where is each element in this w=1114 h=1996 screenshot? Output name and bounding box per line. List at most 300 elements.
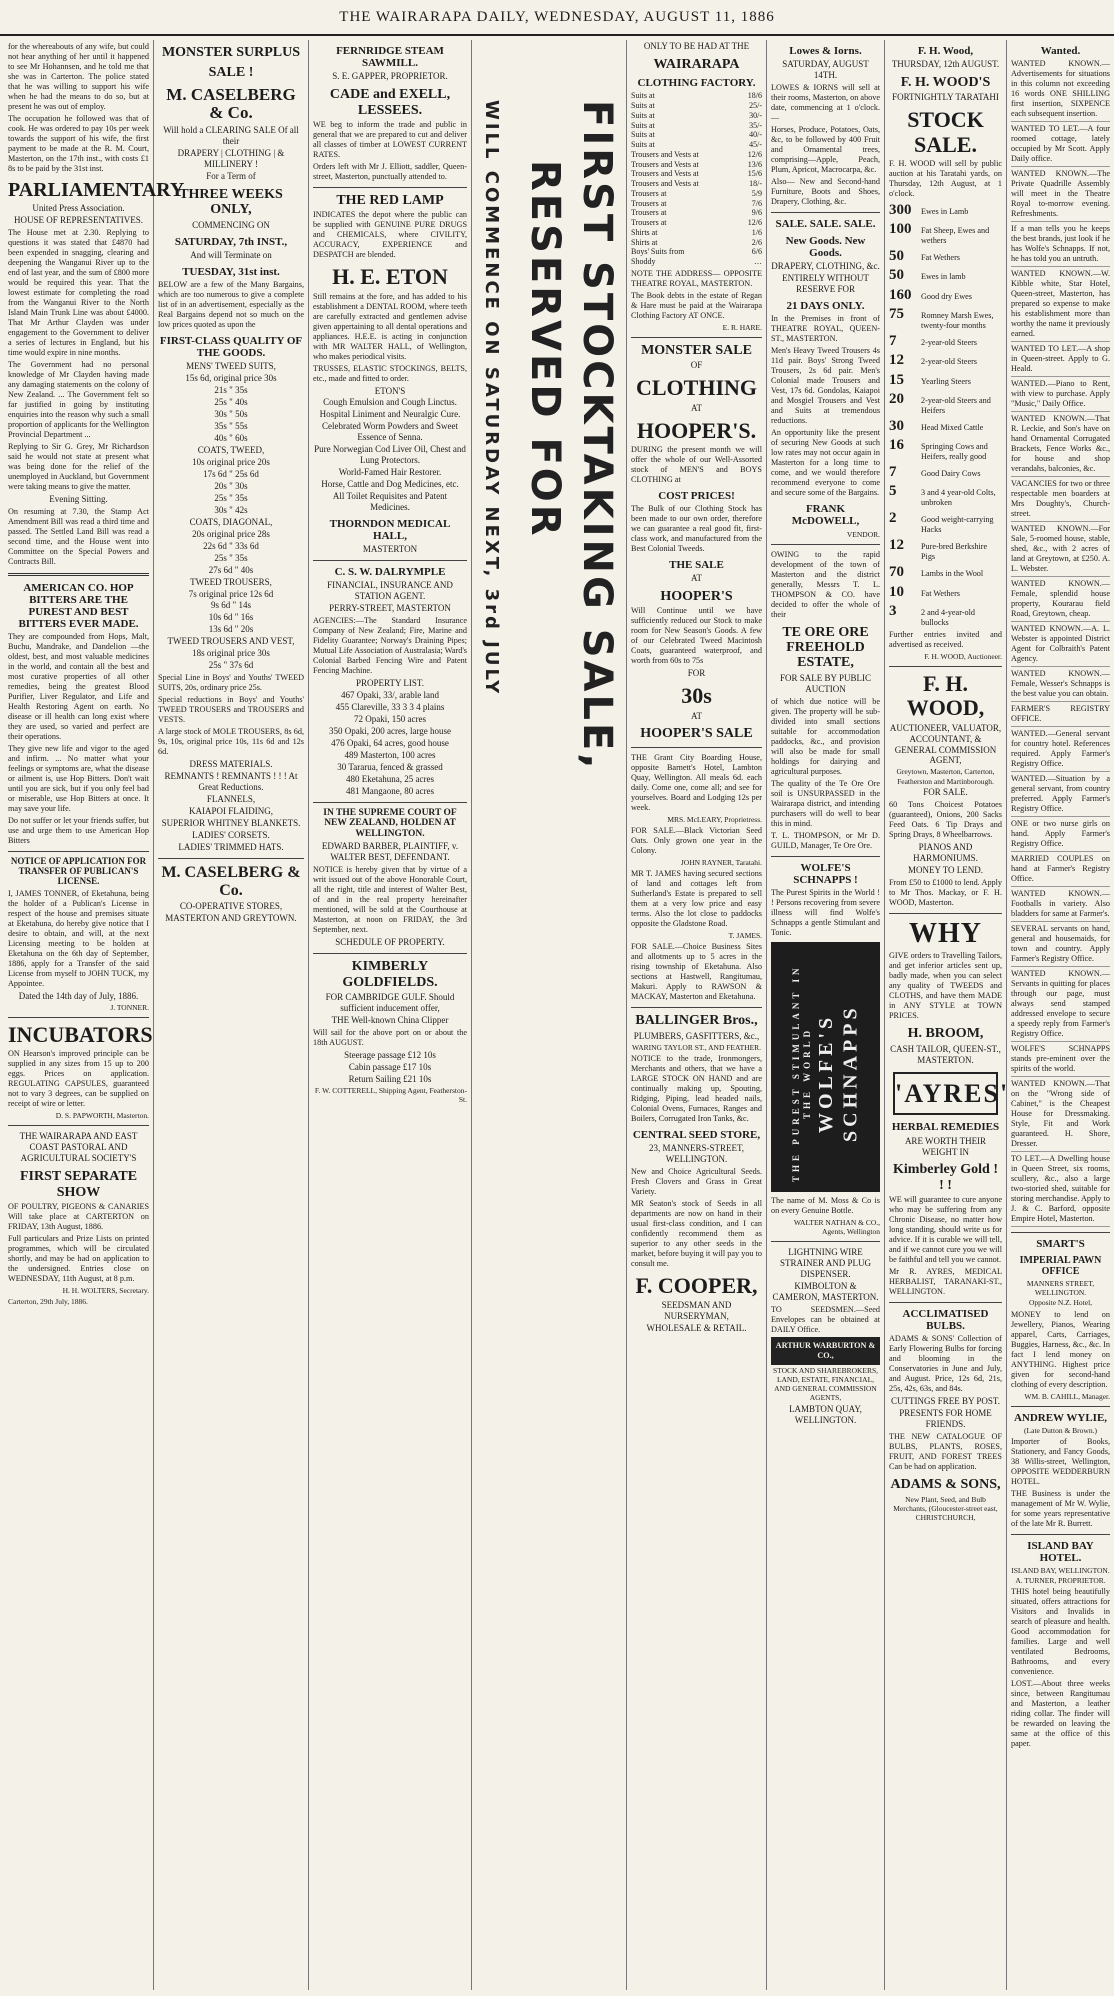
sale-heading: SALE ! bbox=[208, 65, 254, 81]
new-goods: New Goods. New Goods. bbox=[785, 235, 866, 260]
price-row bbox=[631, 91, 762, 101]
stock-lot bbox=[889, 509, 1002, 535]
list-item: 455 Clareville, 33 3 3 4 plains bbox=[335, 702, 445, 713]
divider bbox=[771, 544, 880, 545]
price-value: 45/- bbox=[749, 140, 762, 150]
special-line: Special Line in Boys' and Youths' TWEED SUITS, 20s, ordinary price 25s. bbox=[158, 673, 304, 693]
classified-ad: WANTED KNOWN.—Female, splendid house property, Kourarau field Road, Greytown, cheap. bbox=[1011, 579, 1110, 622]
terminate: And will Terminate on bbox=[190, 249, 272, 260]
license-notice-heading: NOTICE OF APPLICATION FOR TRANSFER OF PUBLICAN'S LICENSE. bbox=[10, 856, 147, 887]
wolfe-heading: WOLFE'S SCHNAPPS ! bbox=[793, 861, 858, 886]
price-value: 12/6 bbox=[747, 218, 762, 228]
grant-sign: MRS. McLEARY, Proprietress. bbox=[667, 814, 762, 824]
seedsmen: TO SEEDSMEN.—Seed Envelopes can be obtained at DAILY Office. bbox=[771, 1305, 880, 1335]
fhw-forsale: FOR SALE. bbox=[923, 786, 968, 797]
classified-ad: WANTED KNOWN.—A. L. Webster is appointed District Agent for Colbraith's Patent Agency. bbox=[1011, 624, 1110, 667]
classified-ad: WANTED KNOWN.—Advertisements for situations in this column not exceeding 16 words ONE SHILLING first insertion, SIXPENCE each subsequent insertion. bbox=[1011, 59, 1110, 122]
list-item: Steerage passage £12 10s bbox=[344, 1049, 436, 1060]
stock-lot bbox=[889, 286, 1002, 304]
vertical-line-1: WILL COMMENCE ON SATURDAY NEXT, 3rd JULY bbox=[480, 100, 502, 697]
classified-ad: WANTED KNOWN.—For Sale, 5-roomed house, stable, shed, &c., with 2 acres of land at Greytown, at £250. A. L. Webster. bbox=[1011, 524, 1110, 577]
divider bbox=[313, 187, 467, 188]
hoopers-continue: Will Continue until we have sufficiently reduced our Stock to make room for New Season's Goods. A few of our Celebrated Tweed Macintosh Coats, guaranteed waterproof, and worth from 60s to 75s bbox=[631, 606, 762, 666]
wairarapa-heading: WAIRARAPA bbox=[653, 56, 740, 72]
thursday-date: THURSDAY, 12th AUGUST. bbox=[891, 59, 1000, 70]
stock-lot-desc: Springing Cows and Heifers, really good bbox=[921, 442, 988, 462]
sale-sale-sale: SALE. SALE. SALE. bbox=[775, 218, 876, 231]
wylie-text-2: THE Business is under the management of Mr W. Wylie, for some years representative of the late Mr R. Burrett. bbox=[1011, 1488, 1110, 1528]
kimberly-heading: KIMBERLY GOLDFIELDS. bbox=[342, 959, 438, 990]
property-list bbox=[313, 690, 467, 797]
list-item: 72 Opaki, 150 acres bbox=[354, 714, 426, 725]
pawn-office: IMPERIAL PAWN OFFICE bbox=[1019, 1255, 1102, 1278]
classified-ad: SEVERAL servants on hand, general and housemaids, for town and country. Apply Farmer's Registry Office. bbox=[1011, 924, 1110, 967]
dress-materials: DRESS MATERIALS. bbox=[189, 759, 273, 770]
ladies-hats: LADIES' TRIMMED HATS. bbox=[178, 842, 284, 853]
stock-lot bbox=[889, 482, 1002, 508]
column-4 bbox=[627, 40, 767, 1990]
kimbolton: KIMBOLTON & CAMERON, MASTERTON. bbox=[772, 1281, 879, 1303]
column-5 bbox=[767, 40, 885, 1990]
hop-bitters-heading: AMERICAN CO. HOP BITTERS ARE THE PUREST AND BEST BITTERS EVER MADE. bbox=[18, 581, 139, 631]
of-1: OF bbox=[690, 360, 703, 371]
list-item: 21s " 35s bbox=[214, 385, 248, 396]
lowes-items: Horses, Produce, Potatoes, Oats, &c, to be followed by 400 Fruit and Ornamental trees, comprising—Apple, Peach, Plum, Apricot, Macrocarpa, &c. bbox=[771, 125, 880, 175]
hop-bitters-text-3: Do not suffer or let your friends suffer, but use and urge them to use American Hop Bitters bbox=[8, 816, 149, 846]
wolfe-text: The Purest Spirits in the World ! ! Persons recovering from severe illness will find Wolfe's Schnapps a gentle Stimulant and Tonic. bbox=[771, 887, 880, 937]
red-lamp-text: INDICATES the depot where the public can be supplied with GENUINE PURE DRUGS and CHEMICALS, where CIVILITY, ACCURACY, EXPERIENCE and DESPATCH are blended. bbox=[313, 210, 467, 260]
james-sign: T. JAMES. bbox=[728, 931, 762, 941]
kaiapoi: KAIAPOI FLAIDING, bbox=[189, 806, 273, 817]
note-address: NOTE THE ADDRESS— OPPOSITE THEATRE ROYAL, MASTERTON. bbox=[631, 268, 762, 288]
price-row bbox=[631, 169, 762, 179]
bulbs-text: ADAMS & SONS' Collection of Early Flowering Bulbs for forcing and blooming in the Conservatories in June and July, and August. Price, 12s 6d, 21s, 25s, 42s, 63s, and 84s. bbox=[889, 1334, 1002, 1394]
price-value: … bbox=[754, 257, 762, 267]
column-1 bbox=[4, 40, 185, 1990]
kimberly-text: Will sail for the above port on or about the 18th AUGUST. bbox=[313, 1027, 467, 1047]
list-item: 20s " 30s bbox=[214, 480, 248, 491]
adams-sub: New Plant, Seed, and Bulb Merchants, (Gloucester-street east, CHRISTCHURCH, bbox=[893, 1494, 998, 1523]
masthead: THE WAIRARAPA DAILY, WEDNESDAY, AUGUST 11, 1886 bbox=[0, 0, 1114, 36]
stock-lot-count: 5 bbox=[889, 483, 897, 500]
classified-ad: WANTED KNOWN.—Female, Wesser's Schnapps is the best value you can obtain. bbox=[1011, 669, 1110, 702]
classified-ad: WANTED TO LET.—A four roomed cottage, lately occupied by Mr Scott. Apply Daily office. bbox=[1011, 124, 1110, 167]
list-item: 18s original price 30s bbox=[192, 648, 270, 659]
court-text: NOTICE is hereby given that by virtue of a writ issued out of the above Honorable Court, all the right, title and interest of Walter Best, of and in the real property hereinafter mentioned, will be sold at the Courthouse at Masterton, at noon on FRIDAY, the 3rd September, next. bbox=[313, 865, 467, 935]
stock-lot-count: 16 bbox=[889, 437, 904, 454]
wylie-name: ANDREW WYLIE, bbox=[1013, 1411, 1108, 1424]
hare-sign: E. R. HARE. bbox=[722, 322, 762, 332]
ayres-text: WE will guarantee to cure anyone who may be suffering from any Chronic Disease, no matter how long standing, should write us for advice. If it is curable we will tell, and if we cannot cure you we will be faithful and tell you we cannot. bbox=[889, 1195, 1002, 1265]
trousers-list bbox=[158, 589, 304, 636]
opening-paragraph: for the whereabouts of any wife, but could not hear anything of her until it happened to see Mr Hohannsen, and he told me that she was in Carterton. The police stated that he was willing to support his wife when he had the means to do so, but at present he was out of employ. bbox=[8, 42, 149, 111]
stock-lot-count: 50 bbox=[889, 248, 904, 265]
price-label: Trousers and Vests at bbox=[631, 159, 699, 169]
classified-ad: WANTED KNOWN.—That R. Leckie, and Son's have on hand Ornamental Corrugated Brackets, Fence Works &c., for house and shop verandahs, balconies, &c. bbox=[1011, 414, 1110, 477]
list-item: 25s " 40s bbox=[214, 397, 248, 407]
license-notice-text: I, JAMES TONNER, of Eketahuna, being the holder of a Publican's License in respect of the house and premises situate at Eketahuna, do hereby give notice that I desire to obtain, and will, at the next Licensing meeting to be holden at Eketahuna on the 6th day of September, 1886, apply for a Transfer of the said License from myself to JOHN TUCK, my Appointee. bbox=[8, 888, 149, 988]
stock-lot-desc: Head Mixed Cattle bbox=[921, 422, 984, 432]
list-item: 25s " 35s bbox=[214, 552, 248, 563]
price-row bbox=[631, 130, 762, 140]
price-row bbox=[631, 228, 762, 238]
price-row bbox=[631, 189, 762, 199]
stock-lot-desc: Romney Marsh Ewes, twenty-four months bbox=[921, 310, 994, 330]
herbal-remedies: HERBAL REMEDIES bbox=[891, 1121, 1000, 1134]
price-list bbox=[631, 91, 762, 267]
vendor: VENDOR. bbox=[846, 529, 880, 539]
column-3 bbox=[309, 40, 472, 1990]
island-prop: A. TURNER, PROPRIETOR. bbox=[1015, 1576, 1106, 1586]
mole-trousers: A large stock of MOLE TROUSERS, 8s 6d, 9s, 10s, original price 10s, 11s 6d and 12s 6d. bbox=[158, 727, 304, 757]
price-row bbox=[631, 160, 762, 170]
vertical-line-2: RESERVED FOR bbox=[521, 160, 568, 539]
only-to-be-had: ONLY TO BE HAD AT THE bbox=[643, 41, 750, 51]
stock-lot bbox=[889, 220, 1002, 246]
stock-lot bbox=[889, 563, 1002, 581]
divider bbox=[1011, 1232, 1110, 1233]
arthur-loc: LAMBTON QUAY, WELLINGTON. bbox=[789, 1403, 862, 1425]
seed-store: CENTRAL SEED STORE, bbox=[632, 1128, 761, 1141]
price-row bbox=[631, 199, 762, 209]
list-item: 10s original price 20s bbox=[192, 456, 270, 467]
stock-lot-count: 160 bbox=[889, 286, 912, 303]
price-label: Suits at bbox=[631, 140, 655, 150]
wylie-sub: (Late Dutton & Brown.) bbox=[1024, 1425, 1097, 1435]
price-label: Trousers and Vests at bbox=[631, 169, 699, 179]
divider bbox=[313, 560, 467, 561]
special-reductions: Special reductions in Boys' and Youths' TWEED TROUSERS and TROUSERS and VESTS. bbox=[158, 695, 304, 725]
price-row bbox=[631, 121, 762, 131]
owing-text: OWING to the rapid development of the town of Masterton and the district generally, Messrs T. L. THOMPSON & CO. have decided to offer the whole of their bbox=[771, 549, 880, 619]
price-value: 15/6 bbox=[747, 169, 762, 179]
price-row bbox=[631, 150, 762, 160]
co-operative-stores: CO-OPERATIVE STORES, bbox=[179, 901, 283, 912]
vertical-line-3: FIRST STOCKTAKING SALE, bbox=[573, 100, 620, 772]
hoopers-sale: HOOPER'S SALE bbox=[640, 726, 753, 742]
price-value: 9/6 bbox=[751, 208, 762, 218]
coats-heading: COATS, TWEED, bbox=[197, 444, 265, 455]
stock-lot-count: 75 bbox=[889, 305, 904, 322]
at-3: AT bbox=[691, 710, 702, 721]
dalrymple-name: C. S. W. DALRYMPLE bbox=[334, 566, 446, 579]
masterton-greytown: MASTERTON AND GREYTOWN. bbox=[165, 913, 297, 924]
list-item: 481 Mangaone, 80 acres bbox=[346, 786, 434, 797]
classified-ad: WANTED KNOWN.—W. Kibble white, Star Hotel, Queen-street, Masterton, has prepared so expense to make his establishment more than worthy the name it previously earned. bbox=[1011, 269, 1110, 342]
list-item: 7s original price 12s 6d bbox=[188, 588, 274, 599]
stock-lot-desc: Fat Wethers bbox=[921, 588, 960, 598]
list-item: 25s " 35s bbox=[214, 492, 248, 503]
eton-text: Still remains at the fore, and has added to his establishment a DENTAL ROOM, where teeth are carefully extracted and gentlemen advise given appertaining to all dental operations and appliances. H.E.E. is acting in conjunction with MR WALTER HALL, of Wellington, who makes periodical visits. bbox=[313, 291, 467, 361]
cuttings: CUTTINGS FREE BY POST. bbox=[890, 1396, 1000, 1407]
lost-notice: LOST.—About three weeks since, between Rangitumau and Masterton, a leather riding collar. The finder will be rewarded on leaving the same at the office of this paper. bbox=[1011, 1679, 1110, 1749]
catalogue: THE NEW CATALOGUE OF BULBS, PLANTS, ROSES, FRUIT, AND FOREST TREES Can be had on application. bbox=[889, 1432, 1002, 1472]
etons-6: Horse, Cattle and Dog Medicines, etc. bbox=[321, 479, 459, 490]
trusses: TRUSSES, ELASTIC STOCKINGS, BELTS, etc., made and fitted to order. bbox=[313, 363, 467, 383]
lowes-also: Also— New and Second-hand Furniture, Boots and Shoes, Drapery, Clothing, &c. bbox=[771, 177, 880, 207]
divider bbox=[889, 913, 1002, 914]
broom-sub: CASH TAILOR, QUEEN-ST., MASTERTON. bbox=[890, 1043, 1001, 1065]
thorndon-loc: MASTERTON bbox=[362, 544, 418, 555]
ladies-corsets: LADIES' CORSETS. bbox=[192, 830, 270, 841]
hoopers-bulk: The Bulk of our Clothing Stock has been made to our own order, therefore we can guarantee a real good fit, first-class work, and manufactured from the Best Colonial Tweeds. bbox=[631, 503, 762, 553]
parliamentary-heading: PARLIAMENTARY bbox=[8, 179, 185, 201]
divider bbox=[771, 1241, 880, 1242]
price-value: 1/6 bbox=[751, 227, 762, 237]
divider bbox=[1011, 1534, 1110, 1535]
price-label: Trousers at bbox=[631, 198, 667, 208]
list-item: 13s 6d " 20s bbox=[208, 624, 254, 635]
without-reserve: ENTIRELY WITHOUT RESERVE FOR bbox=[782, 273, 869, 295]
price-row bbox=[631, 238, 762, 248]
stock-lot-count: 10 bbox=[889, 583, 904, 600]
stock-lot-desc: 2 and 4-year-old bullocks bbox=[921, 608, 975, 628]
ballinger-heading: BALLINGER Bros., bbox=[635, 1013, 758, 1029]
price-value: 7/6 bbox=[751, 198, 762, 208]
book-debts: The Book debts in the estate of Regan & Hare must be paid at the Wairarapa Clothing Factory AT ONCE. bbox=[631, 290, 762, 320]
classified-ad: ONE or two nurse girls on hand. Apply Farmer's Registry Office. bbox=[1011, 819, 1110, 852]
stock-lot-count: 50 bbox=[889, 267, 904, 284]
stock-lot-count: 300 bbox=[889, 201, 912, 218]
stock-lot-count: 20 bbox=[889, 390, 904, 407]
price-label: Suits at bbox=[631, 91, 655, 101]
column-7 bbox=[1007, 40, 1114, 1990]
price-value: 13/6 bbox=[747, 159, 762, 169]
price-row bbox=[631, 247, 762, 257]
divider bbox=[631, 747, 762, 748]
list-item: 27s 6d " 40s bbox=[208, 564, 254, 575]
mens-suits-list bbox=[158, 373, 304, 444]
price-label: Suits at bbox=[631, 101, 655, 111]
saturday-date: SATURDAY, 7th INST., bbox=[174, 235, 288, 248]
premises: In the Premises in front of THEATRE ROYAL, QUEEN-ST., MASTERTON. bbox=[771, 314, 880, 344]
etons-4: Pure Norwegian Cod Liver Oil, Chest and Lung Protectors. bbox=[314, 444, 466, 466]
sale-items: Men's Heavy Tweed Trousers 4s 11d pair. Boys' Strong Tweed Trousers, 2s 6d pair. Men's Colonial made Trousers and Vest, 17s 6d. Gondolas, Kaiapoi and Mosgiel Trousers and Vest and Suits at tremendous reductions. bbox=[771, 346, 880, 426]
lightning-wire: LIGHTNING WIRE STRAINER AND PLUG DISPENSER. bbox=[779, 1247, 871, 1280]
price-label: Shoddy bbox=[631, 257, 656, 267]
price-label: Suits at bbox=[631, 120, 655, 130]
worth-weight: ARE WORTH THEIR WEIGHT IN bbox=[904, 1135, 987, 1157]
tuesday-date: TUESDAY, 31st inst. bbox=[182, 265, 280, 278]
hop-bitters-text-2: They give new life and vigor to the aged and infirm. ... No matter what your feelings or symptoms are, what the disease or ailment is, use Hop Bitters. Don't wait until you are sick, but if you only feel bad or miserable, use Hop Bitters at once. It may save your life. bbox=[8, 744, 149, 814]
arthur-sub: STOCK AND SHAREBROKERS, LAND, ESTATE, FINANCIAL, AND GENERAL COMMISSION AGENTS, bbox=[772, 1366, 879, 1403]
ayres-sign: Mr R. AYRES, MEDICAL HERBALIST, TARANAKI-ST., WELLINGTON. bbox=[889, 1267, 1002, 1297]
price-label: Trousers and Vests at bbox=[631, 179, 699, 189]
stock-lot-desc: Ewes in Lamb bbox=[921, 206, 969, 216]
kimberly-sign: F. W. COTTERELL, Shipping Agent, Featherston-St. bbox=[314, 1085, 467, 1104]
cooper-name: F. COOPER, bbox=[635, 1272, 758, 1298]
wylie-text: Importer of Books, Stationery, and Fancy Goods, 38 Willis-street, Wellington, OPPOSITE WEDDERBURN HOTEL. bbox=[1011, 1436, 1110, 1486]
opening-paragraph-2: The occupation he followed was that of cook. He was ordered to pay 10s per week towards the support of his wife, the first payment to be made at the R. M. Court, Masterton, on the 17th inst., with costs £1 8s to be paid by the 31st inst. bbox=[8, 114, 149, 173]
schedule: SCHEDULE OF PROPERTY. bbox=[335, 937, 445, 948]
ballinger-sub: PLUMBERS, GASFITTERS, &c., bbox=[633, 1030, 760, 1041]
fhw-heading: F. H. WOOD, bbox=[906, 671, 985, 721]
wanted-heading: Wanted. bbox=[1040, 45, 1081, 57]
price-label: Shirts at bbox=[631, 227, 658, 237]
list-item: 9s 6d " 14s bbox=[211, 600, 251, 611]
column-6 bbox=[885, 40, 1010, 1990]
price-row bbox=[631, 111, 762, 121]
divider bbox=[313, 802, 467, 803]
james-ad: MR T. JAMES having secured sections of land and cottages left from Sutherland's Estate is prepared to sell them at a very low price and easy terms. Also the lot close to paddocks opposite the Gladstone Road. bbox=[631, 869, 762, 929]
coats-list bbox=[158, 457, 304, 516]
show-intro: THE WAIRARAPA AND EAST COAST PASTORAL AND AGRICULTURAL SOCIETY'S bbox=[19, 1131, 138, 1164]
show-subtitle: OF POULTRY, PIGEONS & CANARIES Will take place at CARTERTON on FRIDAY, 13th August, 1886. bbox=[8, 1202, 149, 1232]
flannels: FLANNELS, bbox=[206, 794, 256, 805]
kimberley-gold: Kimberley Gold ! ! ! bbox=[893, 1162, 998, 1193]
divider bbox=[8, 1125, 149, 1126]
kimberly-ship: THE Well-known China Clipper bbox=[331, 1014, 449, 1025]
money-to-lend: MONEY TO LEND. bbox=[907, 864, 984, 875]
thompson-sign: T. L. THOMPSON, or Mr D. GUILD, Manager, Te Ore Ore. bbox=[771, 830, 880, 850]
cooper-loc: WHOLESALE & RETAIL. bbox=[646, 1322, 747, 1333]
price-value: 2/6 bbox=[751, 237, 762, 247]
seed-text: New and Choice Agricultural Seeds. Fresh Clovers and Grass in Great Variety. bbox=[631, 1166, 762, 1196]
ayres-logo: 'AYRES' bbox=[893, 1072, 998, 1116]
etons-1: Cough Emulsion and Cough Linctus. bbox=[323, 397, 457, 408]
stock-lot bbox=[889, 390, 1002, 416]
island-text: THIS hotel being beautifully situated, offers attractions for Visitors and Invalids in search of pleasure and health. Good accommodation for families. Large and well ventilated Bedrooms, Bathrooms, and every convenience. bbox=[1011, 1587, 1110, 1677]
pawn-loc: MANNERS STREET, WELLINGTON. bbox=[1026, 1279, 1095, 1298]
price-value: 35/- bbox=[749, 120, 762, 130]
pianos: PIANOS AND HARMONIUMS. bbox=[913, 841, 978, 863]
stock-lot-desc: 2-year-old Steers and Heifers bbox=[921, 395, 991, 415]
kimberly-sub: FOR CAMBRIDGE GULF. Should sufficient inducement offer, bbox=[325, 992, 455, 1013]
press-association: United Press Association. bbox=[32, 203, 125, 213]
list-item: 476 Opaki, 64 acres, good house bbox=[331, 738, 449, 749]
seed-loc: 23, MANNERS-STREET, WELLINGTON. bbox=[648, 1142, 745, 1164]
opportunity: An opportunity like the present of securing New Goods at such low rates may not occur again in Masterton for a long time to come, and we would therefore recommend everyone to come and secure some of the Bargains. bbox=[771, 428, 880, 498]
pawn-text: MONEY to lend on Jewellery, Pianos, Wearing apparel, Carts, Carriages, Buggies, Harness, &c., &c. In fact I lend money on ANYTHING. Highest price given for second-hand clothing of every description. bbox=[1011, 1309, 1110, 1389]
classified-ad: TO LET.—A Dwelling house in Queen Street, six rooms, scullery, &c., also a large two-storied shed, suitable for storing merchandise. Apply to J. & C. Barford, opposite Empire Hotel, Masterton. bbox=[1011, 1154, 1110, 1227]
first-class-quality: FIRST-CLASS QUALITY OF THE GOODS. bbox=[159, 334, 303, 359]
dalrymple-sub: FINANCIAL, INSURANCE AND STATION AGENT. bbox=[327, 580, 453, 602]
price-value: 25/- bbox=[749, 101, 762, 111]
price-value: 18/6 bbox=[747, 91, 762, 101]
stock-lots bbox=[889, 201, 1002, 628]
stock-lot-count: 2 bbox=[889, 510, 897, 527]
stock-lot bbox=[889, 536, 1002, 562]
column-2 bbox=[154, 40, 309, 1990]
oats-for-sale: FOR SALE.—Black Victorian Seed Oats. Only grown one year in the Colony. bbox=[631, 826, 762, 855]
bulbs-heading: ACCLIMATISED BULBS. bbox=[902, 1308, 989, 1333]
price-row bbox=[631, 257, 762, 267]
stock-lot bbox=[889, 332, 1002, 350]
further-entries: Further entries invited and advertised as received. bbox=[889, 630, 1002, 650]
21-days: 21 DAYS ONLY. bbox=[786, 300, 865, 313]
cooper-sub: SEEDSMAN AND NURSERYMAN, bbox=[661, 1300, 732, 1321]
cooper-text: MR Seaton's stock of Seeds in all departments are now on hand in their usual first-class condition, and I can confidently recommend them as superior to any other seeds in the market, before buying it will pay you to consult me. bbox=[631, 1198, 762, 1268]
choice-sites: FOR SALE.—Choice Business Sites and allotments up to 5 acres in the rising township of Eketahuna. Also sections at Hastwell, Rangitumau, Makuri. Apply to RAWSON & MACKAY, Masterton and Eketahuna. bbox=[631, 942, 762, 1002]
lowes-date: SATURDAY, AUGUST 14TH. bbox=[782, 59, 869, 81]
stock-intro: F. H. WOOD will sell by public auction at his Taratahi yards, on Thursday, 12th August, at 1 o'clock. bbox=[889, 158, 1002, 198]
rayner-sign: JOHN RAYNER, Taratahi. bbox=[680, 858, 762, 867]
show-text: Full particulars and Prize Lists on printed programmes, which will be circulated shortly, and may be had on application to the undersigned. Entries close on WEDNESDAY, 11th August, at 8 p.m. bbox=[8, 1234, 149, 1284]
classified-ad: If a man tells you he keeps the best brands, just look if he has Wolfe's Schnapps. If not, he has told you an untruth. bbox=[1011, 224, 1110, 267]
stock-lot-desc: 2-year-old Steers bbox=[921, 357, 977, 367]
hoopers-during: DURING the present month we will offer the whole of our Well-Assorted stock of MEN'S and BOYS CLOTHING at bbox=[631, 444, 762, 484]
price-label: Shirts at bbox=[631, 237, 658, 247]
incubators-heading: INCUBATORS bbox=[8, 1022, 153, 1048]
caselberg-name: M. CASELBERG & Co. bbox=[166, 84, 296, 123]
list-item: 30s " 42s bbox=[214, 504, 248, 515]
divider bbox=[771, 212, 880, 213]
remnants: REMNANTS ! REMNANTS ! ! ! At Great Reductions. bbox=[164, 771, 298, 793]
property-list-heading: PROPERTY LIST. bbox=[356, 678, 424, 689]
stock-lot-count: 15 bbox=[889, 371, 904, 388]
caselberg-footer: M. CASELBERG & Co. bbox=[161, 864, 301, 899]
classified-ad: WANTED TO LET.—A shop in Queen-street. Apply to G. Heald. bbox=[1011, 344, 1110, 377]
list-item: 25s " 37s 6d bbox=[208, 660, 254, 671]
fhw-loc: Greytown, Masterton, Carterton, Featherston and Martinborough. bbox=[896, 767, 995, 786]
adams-sons: ADAMS & SONS, bbox=[890, 1477, 1001, 1493]
classified-ad: WANTED KNOWN.—That on the "Wrong side of Cabinet," is the Cheapest House for Dressmaking. Style, Fit and Work guaranteed. H. Shore, Dresser. bbox=[1011, 1079, 1110, 1152]
list-item: 20s original price 28s bbox=[192, 528, 270, 539]
license-notice-sign: J. TONNER. bbox=[110, 1002, 149, 1012]
clothing: CLOTHING bbox=[635, 375, 758, 401]
grant-city: THE Grant City Boarding House, opposite Barnett's Hotel, Lambton Quay, Wellington. All meals 6d. each daily. Come one, come all; and see for yourselves. Board and Lodging 12s per week. bbox=[631, 752, 762, 812]
divider bbox=[771, 856, 880, 857]
presents: PRESENTS FOR HOME FRIENDS. bbox=[899, 1408, 992, 1430]
incubators-sign: D. S. PAPWORTH, Masterton. bbox=[55, 1111, 149, 1121]
license-notice-date: Dated the 14th day of July, 1886. bbox=[18, 990, 139, 1001]
public-auction: FOR SALE BY PUBLIC AUCTION bbox=[780, 672, 871, 694]
show-sign: H. H. WOLTERS, Secretary. bbox=[62, 1286, 149, 1296]
fernridge-text: WE beg to inform the trade and public in general that we are prepared to cut and deliver all classes of timber at LOWEST CURRENT RATES. bbox=[313, 119, 467, 159]
drapery-line: DRAPERY | CLOTHING | & MILLINERY ! bbox=[177, 148, 285, 170]
island-loc: ISLAND BAY, WELLINGTON. bbox=[1011, 1566, 1110, 1576]
frank-mcdowell: FRANK McDOWELL, bbox=[791, 503, 860, 528]
price-row bbox=[631, 208, 762, 218]
list-item: 350 Opaki, 200 acres, large house bbox=[328, 726, 452, 737]
stock-lot-count: 12 bbox=[889, 352, 904, 369]
fhw-sub: AUCTIONEER, VALUATOR, ACCOUNTANT, & GENERAL COMMISSION AGENT, bbox=[889, 722, 1002, 766]
pawn-sub: Opposite N.Z. Hotel, bbox=[1028, 1298, 1093, 1308]
stock-lot-count: 100 bbox=[889, 221, 912, 238]
price-value: 5/9 bbox=[751, 188, 762, 198]
etons-3: Celebrated Worm Powders and Sweet Essence of Senna. bbox=[321, 421, 459, 443]
price-label: Trousers at bbox=[631, 188, 667, 198]
bargains-intro: BELOW are a few of the Many Bargains, which are too numerous to give a complete list of in an advertisement, especially as the Real Bargains depend not so much on the low prices quoted as upon the bbox=[158, 279, 304, 329]
wolfe-name-note: The name of M. Moss & Co is on every Genuine Bottle. bbox=[771, 1195, 880, 1215]
house-heading: HOUSE OF REPRESENTATIVES. bbox=[13, 214, 144, 225]
list-item: 15s 6d, original price 30s bbox=[185, 373, 277, 384]
divider bbox=[8, 573, 149, 576]
fortnightly-taratahi: FORTNIGHTLY TARATAHI bbox=[892, 92, 999, 103]
evening-report: On resuming at 7.30, the Stamp Act Amendment Bill was read a third time and passed. The Settled Land Bill was read a second time, and the House went into Committee on the Special Powers and Contracts Bill. bbox=[8, 506, 149, 566]
etons-1-heading: ETON'S bbox=[374, 385, 406, 396]
divider bbox=[313, 953, 467, 954]
fernridge-orders: Orders left with Mr J. Elliott, saddler, Queen-street, Masterton, punctually attended to. bbox=[313, 161, 467, 181]
price-label: Trousers at bbox=[631, 208, 667, 218]
monster-surplus-heading: MONSTER SURPLUS bbox=[161, 45, 301, 60]
list-item: 30 Tararua, fenced & grassed bbox=[337, 762, 443, 773]
price-label: Trousers at bbox=[631, 218, 667, 228]
three-weeks: THREE WEEKS ONLY, bbox=[179, 187, 283, 218]
fhw-forsale-items: 60 Tons Choicest Potatoes (guaranteed), Onions, 200 Sacks Feed Oats. 6 Tip Drays and Spring Drays, 8 Wheelbarrows. bbox=[889, 799, 1002, 839]
red-lamp-heading: THE RED LAMP bbox=[336, 192, 444, 208]
list-item: 22s 6d " 33s 6d bbox=[203, 540, 259, 551]
classified-ad: WANTED KNOWN.—Footballs in variety. Also bladders for same at Farmer's. bbox=[1011, 889, 1110, 922]
why-heading: WHY bbox=[909, 917, 982, 949]
column-vertical-ad bbox=[472, 40, 627, 1990]
wolfe-banner-text: WOLFE'S SCHNAPPS bbox=[814, 1004, 861, 1142]
perry-street: PERRY-STREET, MASTERTON bbox=[329, 603, 451, 614]
supreme-court: IN THE SUPREME COURT OF NEW ZEALAND, HOLDEN AT WELLINGTON. bbox=[323, 808, 457, 839]
hoopers-heading: HOOPER'S. bbox=[636, 417, 757, 443]
drapery-clothing: DRAPERY, CLOTHING, &c. bbox=[771, 261, 880, 272]
stock-lot-desc: Pure-bred Berkshire Pigs bbox=[921, 542, 988, 562]
